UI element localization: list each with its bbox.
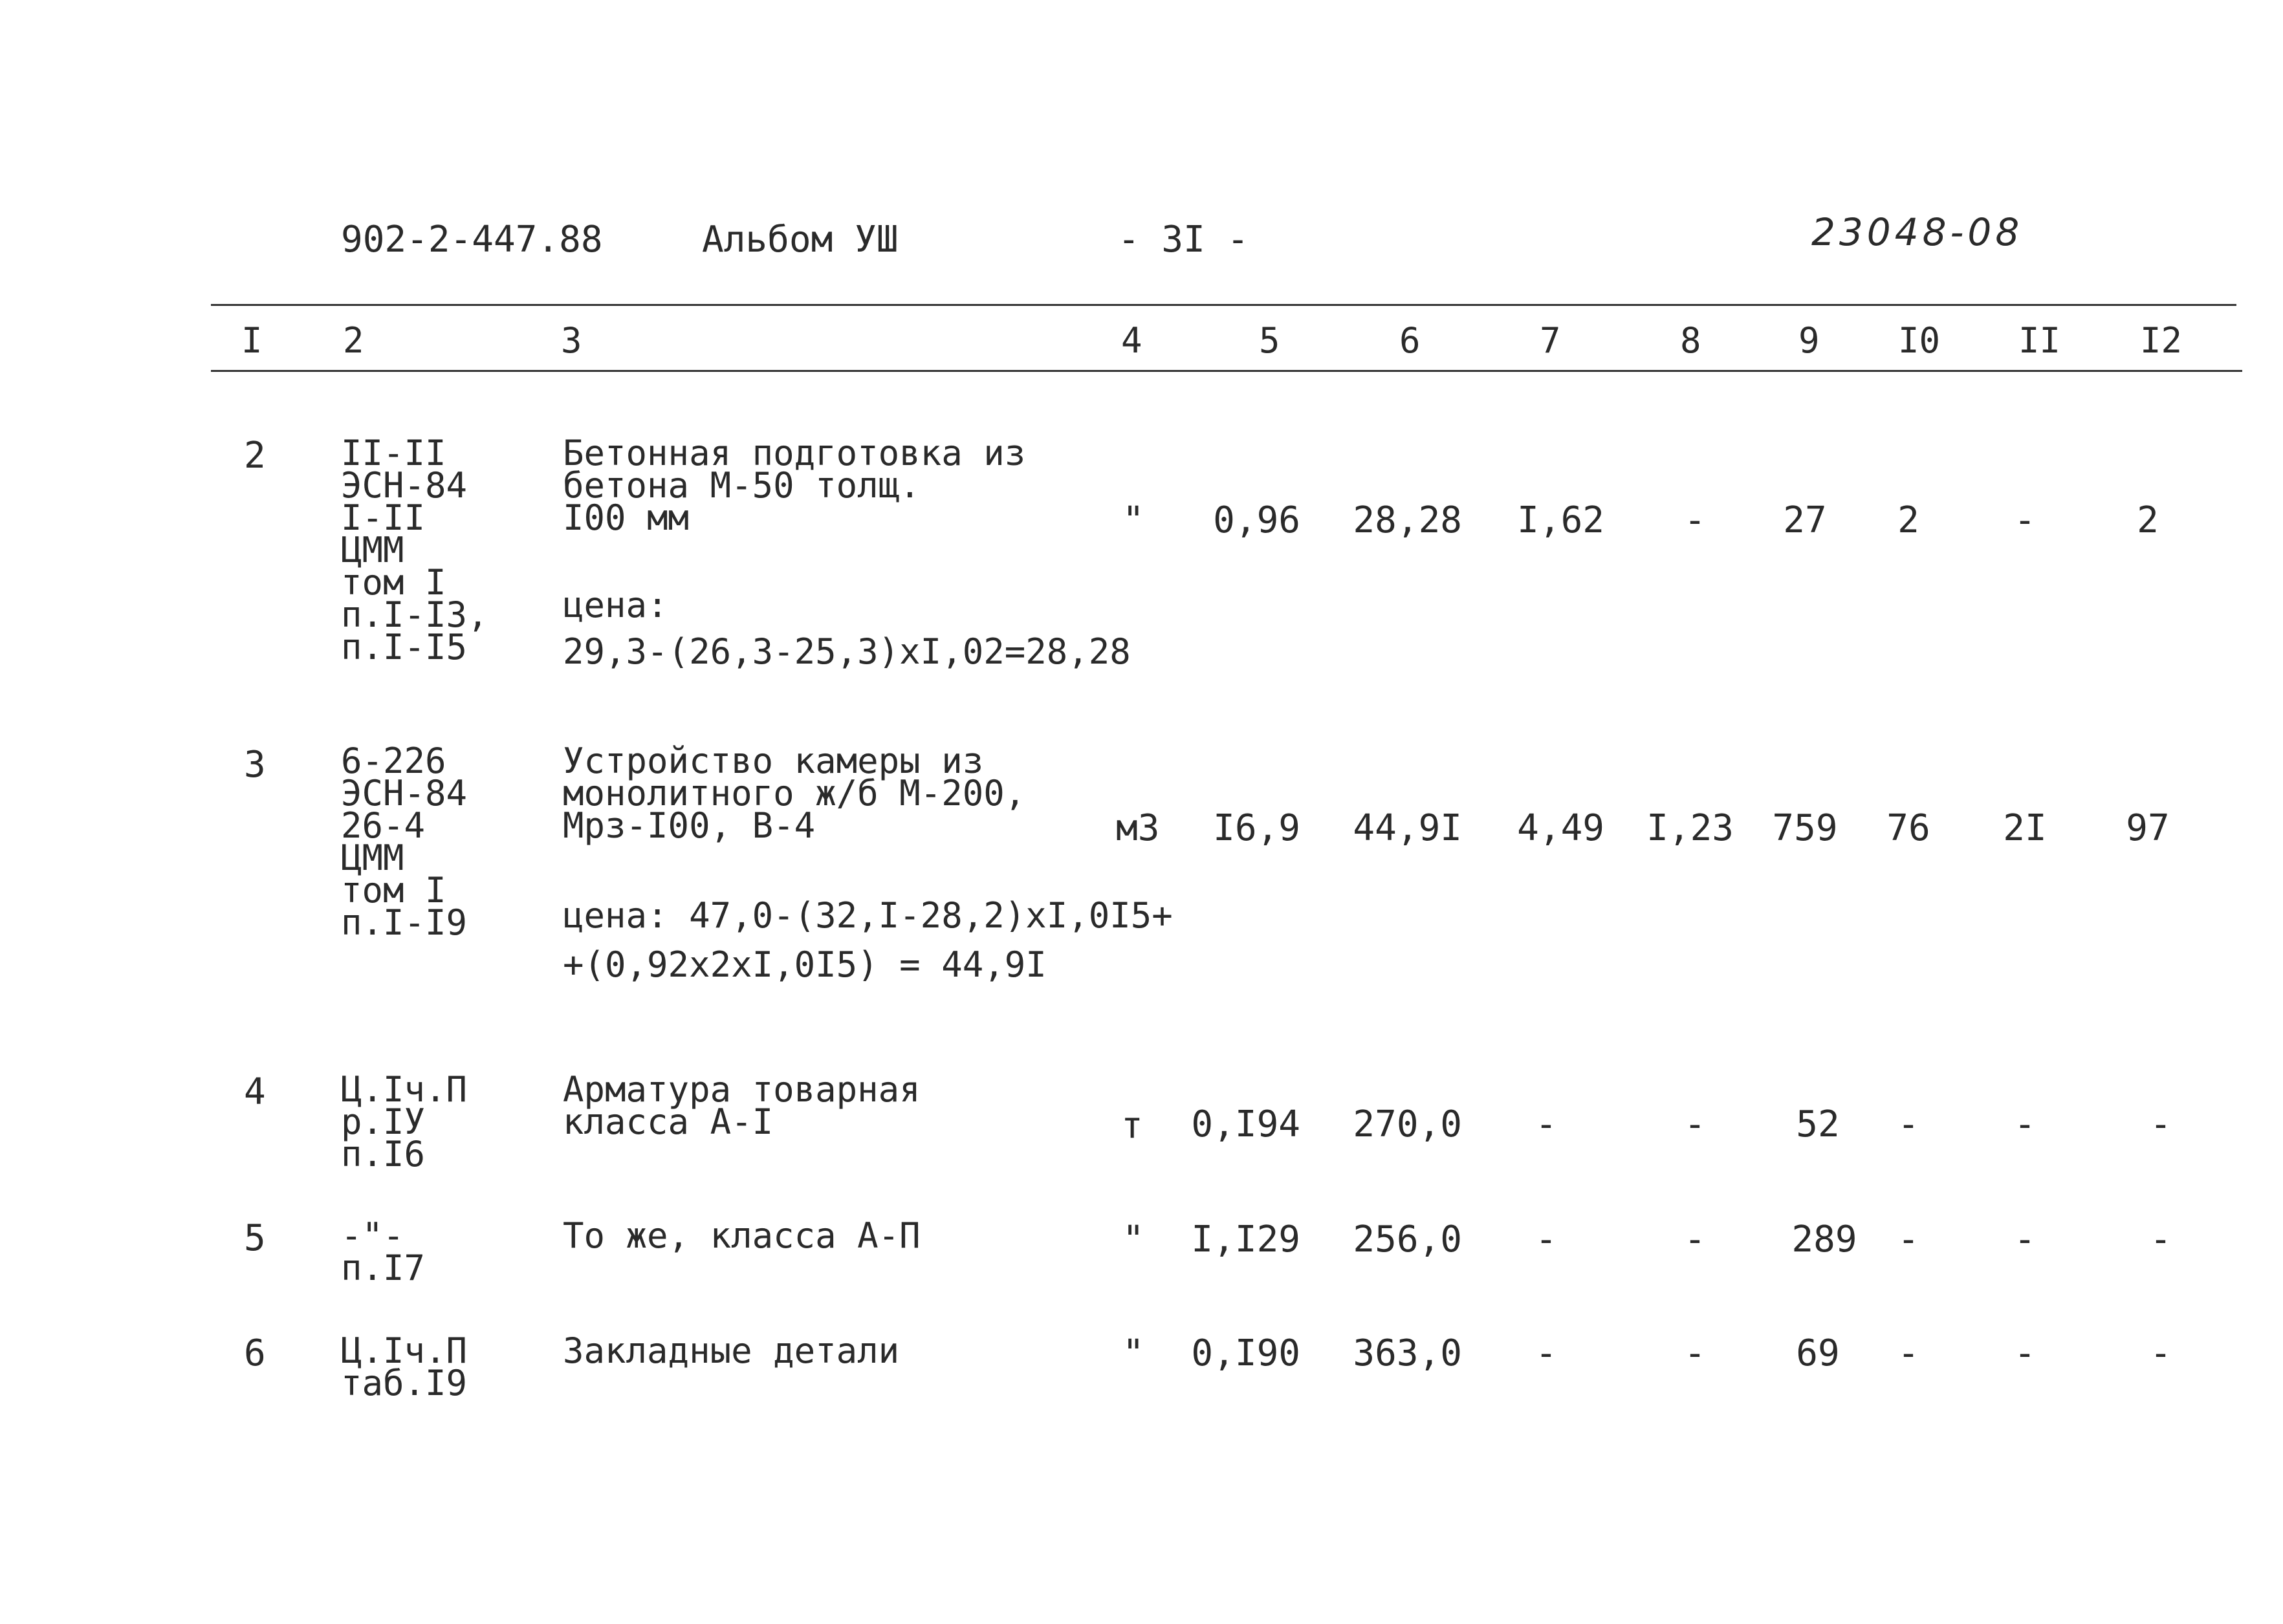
column-number: II bbox=[2018, 320, 2061, 361]
column-number: 2 bbox=[343, 320, 364, 361]
col9-cell: 69 bbox=[1796, 1332, 1840, 1374]
col10-cell: - bbox=[1897, 1103, 1919, 1145]
unit-cell: " bbox=[1122, 1218, 1144, 1261]
row-references: 6-226 ЭСН-84 26-4 ЦММ том I п.I-I9 bbox=[341, 741, 468, 943]
column-number: 4 bbox=[1121, 320, 1142, 361]
row-number: 2 bbox=[244, 435, 266, 477]
column-number: I bbox=[241, 320, 263, 361]
album-label: Альбом УШ bbox=[702, 219, 899, 261]
quantity-cell: 0,96 bbox=[1213, 499, 1300, 541]
table-top-rule bbox=[211, 304, 2236, 306]
column-number: 5 bbox=[1259, 320, 1280, 361]
col12-cell: - bbox=[2150, 1218, 2172, 1261]
col9-cell: 52 bbox=[1796, 1103, 1840, 1145]
row-description: Бетонная подготовка из бетона М-50 толщ. I00 мм bbox=[563, 433, 1026, 538]
col7-cell: 4,49 bbox=[1517, 807, 1604, 849]
col12-cell: - bbox=[2150, 1103, 2172, 1145]
unit-price-cell: 270,0 bbox=[1353, 1103, 1462, 1145]
col8-cell: - bbox=[1684, 499, 1706, 541]
col10-cell: - bbox=[1897, 1332, 1919, 1374]
price-calculation: цена: 47,0-(32,I-28,2)хI,0I5+ +(0,92х2хI,0I5) = 44,9I bbox=[563, 895, 1173, 985]
quantity-cell: I6,9 bbox=[1213, 807, 1300, 849]
row-references: Ц.Iч.П р.IУ п.I6 bbox=[341, 1069, 468, 1175]
col11-cell: - bbox=[2014, 499, 2036, 541]
col7-cell: - bbox=[1535, 1103, 1557, 1145]
unit-price-cell: 363,0 bbox=[1353, 1332, 1462, 1374]
row-number: 6 bbox=[244, 1332, 266, 1374]
unit-price-cell: 256,0 bbox=[1353, 1218, 1462, 1261]
row-description: Закладные детали bbox=[563, 1330, 900, 1371]
col8-cell: - bbox=[1684, 1103, 1706, 1145]
quantity-cell: 0,I90 bbox=[1191, 1332, 1300, 1374]
quantity-cell: I,I29 bbox=[1191, 1218, 1300, 1261]
col9-cell: 759 bbox=[1772, 807, 1838, 849]
col8-cell: - bbox=[1684, 1332, 1706, 1374]
column-number: I2 bbox=[2140, 320, 2183, 361]
unit-price-cell: 28,28 bbox=[1353, 499, 1462, 541]
column-number: 6 bbox=[1399, 320, 1421, 361]
col7-cell: - bbox=[1535, 1332, 1557, 1374]
row-references: -"- п.I7 bbox=[341, 1215, 426, 1288]
row-number: 4 bbox=[244, 1071, 266, 1113]
column-number: 9 bbox=[1798, 320, 1820, 361]
row-references: II-II ЭСН-84 I-II ЦММ том I п.I-I3, п.I-I5 bbox=[341, 433, 488, 667]
col7-cell: I,62 bbox=[1517, 499, 1604, 541]
column-number: I0 bbox=[1898, 320, 1941, 361]
col10-cell: - bbox=[1897, 1218, 1919, 1261]
row-description: То же, класса А-П bbox=[563, 1215, 921, 1256]
col8-cell: - bbox=[1684, 1218, 1706, 1261]
col9-cell: 27 bbox=[1783, 499, 1827, 541]
col11-cell: - bbox=[2014, 1103, 2036, 1145]
column-number: 3 bbox=[561, 320, 582, 361]
column-number: 8 bbox=[1680, 320, 1701, 361]
col10-cell: 2 bbox=[1897, 499, 1919, 541]
unit-cell: м3 bbox=[1116, 807, 1160, 849]
table-header-rule bbox=[211, 370, 2242, 372]
col11-cell: 2I bbox=[2003, 807, 2047, 849]
unit-price-cell: 44,9I bbox=[1353, 807, 1462, 849]
col9-cell: 289 bbox=[1791, 1218, 1857, 1261]
handwritten-number: 23048-08 bbox=[1811, 210, 2024, 254]
col12-cell: 97 bbox=[2126, 807, 2170, 849]
col11-cell: - bbox=[2014, 1218, 2036, 1261]
unit-cell: " bbox=[1122, 1332, 1144, 1374]
col7-cell: - bbox=[1535, 1218, 1557, 1261]
unit-cell: " bbox=[1122, 499, 1144, 541]
row-number: 3 bbox=[244, 744, 266, 786]
unit-cell: т bbox=[1121, 1105, 1143, 1147]
col11-cell: - bbox=[2014, 1332, 2036, 1374]
document-code: 902-2-447.88 bbox=[341, 219, 603, 261]
col10-cell: 76 bbox=[1886, 807, 1930, 849]
quantity-cell: 0,I94 bbox=[1191, 1103, 1300, 1145]
row-description: Арматура товарная класса А-I bbox=[563, 1069, 921, 1142]
row-references: Ц.Iч.П таб.I9 bbox=[341, 1330, 468, 1403]
price-calculation: цена: 29,3-(26,3-25,3)хI,02=28,28 bbox=[563, 585, 1131, 672]
col12-cell: 2 bbox=[2137, 499, 2159, 541]
row-number: 5 bbox=[244, 1217, 266, 1259]
col12-cell: - bbox=[2150, 1332, 2172, 1374]
page-number: - 3I - bbox=[1118, 219, 1249, 261]
col8-cell: I,23 bbox=[1646, 807, 1734, 849]
column-number: 7 bbox=[1540, 320, 1561, 361]
row-description: Устройство камеры из монолитного ж/б М-200, Мрз-I00, В-4 bbox=[563, 741, 1026, 846]
